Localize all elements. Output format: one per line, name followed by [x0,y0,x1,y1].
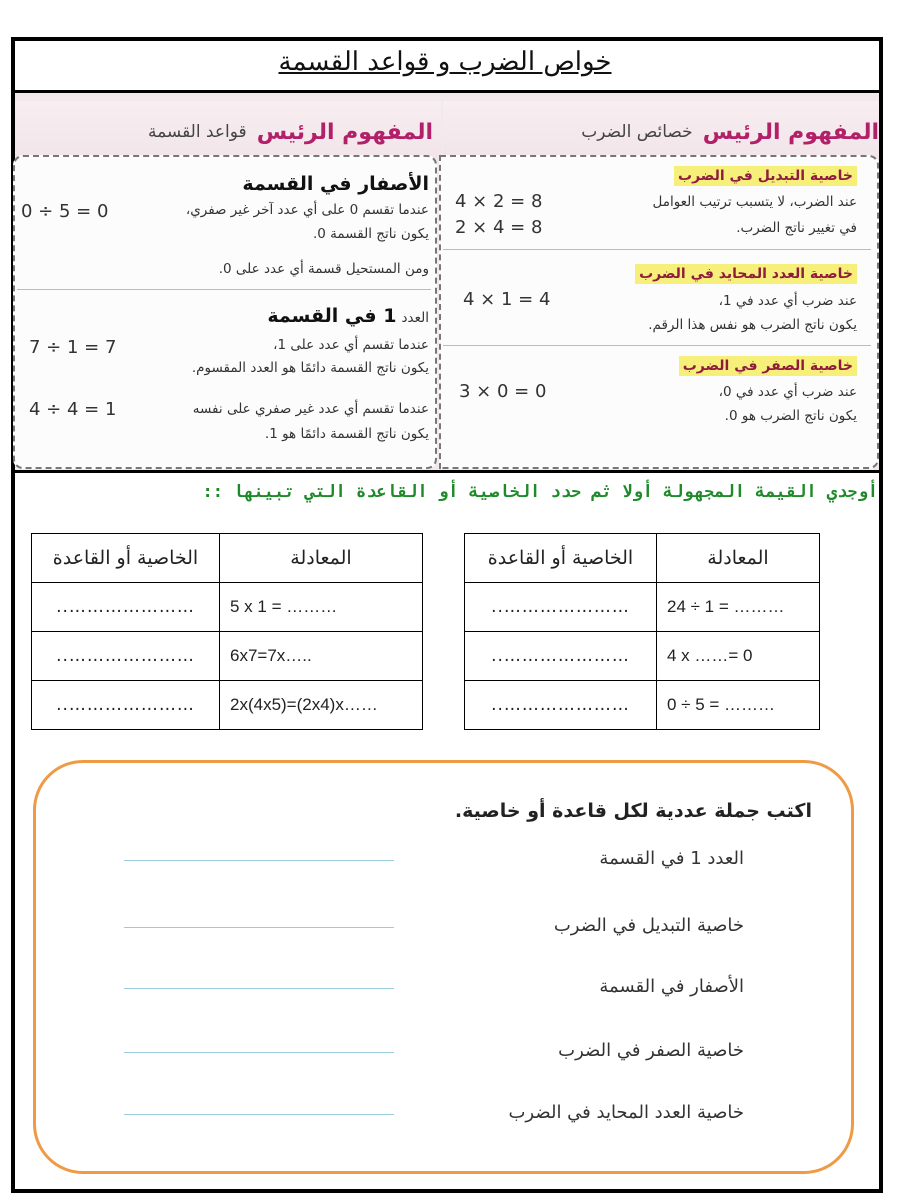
property-cell[interactable]: ………………….. [32,632,220,681]
division-header-sub: قواعد القسمة [147,122,247,142]
zero-property-text2: يكون ناتج الضرب هو 0. [724,408,857,424]
answer-line[interactable] [124,1052,394,1053]
answer-line[interactable] [124,860,394,861]
division-header-main: المفهوم الرئيس [256,119,433,145]
table-row [465,583,820,632]
multiplication-header-sub: خصائص الضرب [581,122,693,142]
page-title: خواص الضرب و قواعد القسمة [278,47,612,77]
one-division-title-main: 1 في القسمة [267,305,397,327]
equation-cell[interactable]: 4 x ……= 0 [657,632,820,681]
identity-equation: 4 × 1 = 4 [463,289,551,310]
table-row [32,583,423,632]
commutative-text1: عند الضرب، لا يتسبب ترتيب العوامل [652,194,857,210]
one-division-text2: يكون ناتج القسمة دائمًا هو العدد المقسوم. [191,360,429,376]
equation-cell[interactable]: 0 ÷ 5 = ……… [657,681,820,730]
zero-property-title-text: خاصية الصفر في الضرب [679,356,857,376]
table-right [464,533,820,730]
zeros-division-note: ومن المستحيل قسمة أي عدد على 0. [218,261,429,277]
one-division-text3: عندما تقسم أي عدد غير صفري على نفسه [192,401,429,417]
table-left-header [32,534,423,583]
zeros-division-text1: عندما تقسم 0 على أي عدد آخر غير صفري، [185,202,429,218]
one-division-equation2: 4 ÷ 4 = 1 [29,399,117,420]
commutative-title [674,165,857,184]
zero-property-text1: عند ضرب أي عدد في 0، [718,384,857,400]
identity-title [635,263,857,282]
identity-text2: يكون ناتج الضرب هو نفس هذا الرقم. [648,317,857,333]
exercise-prompt: اكتب جملة عددية لكل قاعدة أو خاصية. [454,800,812,822]
equation-cell[interactable]: 6x7=7x….. [220,632,423,681]
header-property: الخاصية أو القاعدة [465,534,657,583]
multiplication-header-main: المفهوم الرئيس [702,119,879,145]
division-header [15,101,441,163]
instruction-text: أوجدي القيمة المجهولة أولا ثم حدد الخاصية أو القاعدة التي تبينها :: [202,482,878,502]
zero-property-title [679,355,857,374]
concept-banner [15,90,879,473]
multiplication-separator1 [443,249,871,250]
commutative-text2: في تغيير ناتج الضرب. [736,220,857,236]
property-cell[interactable]: ………………….. [465,632,657,681]
exercise-item: خاصية التبديل في الضرب [553,915,744,936]
multiplication-separator2 [443,345,871,346]
exercise-item: خاصية العدد المحايد في الضرب [508,1102,744,1123]
table-row [465,681,820,730]
exercise-item: الأصفار في القسمة [599,976,744,997]
table-row [32,632,423,681]
property-cell[interactable]: ………………….. [32,681,220,730]
zeros-division-text2: يكون ناتج القسمة 0. [313,226,429,242]
answer-line[interactable] [124,988,394,989]
table-right-header [465,534,820,583]
zeros-division-equation: 0 ÷ 5 = 0 [21,201,109,222]
one-division-equation1: 7 ÷ 1 = 7 [29,337,117,358]
header-equation: المعادلة [220,534,423,583]
equation-cell[interactable]: 24 ÷ 1 = ……… [657,583,820,632]
commutative-title-text: خاصية التبديل في الضرب [674,166,857,186]
one-division-title [267,305,429,329]
equation-cell[interactable]: 5 x 1 = ……… [220,583,423,632]
property-cell[interactable]: ………………….. [465,583,657,632]
zeros-division-title: الأصفار في القسمة [242,173,429,195]
title-row [11,37,879,91]
equation-cell[interactable]: 2x(4x5)=(2x4)x…… [220,681,423,730]
table-left [31,533,423,730]
one-division-text1: عندما تقسم أي عدد على 1، [273,337,429,353]
one-division-title-pre: العدد [401,310,429,326]
answer-line[interactable] [124,1114,394,1115]
zero-property-equation: 3 × 0 = 0 [459,381,547,402]
multiplication-header [443,101,879,163]
table-row [32,681,423,730]
header-equation: المعادلة [657,534,820,583]
property-cell[interactable]: ………………….. [32,583,220,632]
exercise-item: العدد 1 في القسمة [599,848,744,869]
exercise-item: خاصية الصفر في الضرب [558,1040,744,1061]
commutative-equation2: 2 × 4 = 8 [455,217,543,238]
commutative-equation1: 4 × 2 = 8 [455,191,543,212]
table-row [465,632,820,681]
one-division-text4: يكون ناتج القسمة دائمًا هو 1. [264,426,429,442]
answer-line[interactable] [124,927,394,928]
header-property: الخاصية أو القاعدة [32,534,220,583]
identity-title-text: خاصية العدد المحايد في الضرب [635,264,857,284]
identity-text1: عند ضرب أي عدد في 1، [718,293,857,309]
division-separator [17,289,431,290]
property-cell[interactable]: ………………….. [465,681,657,730]
